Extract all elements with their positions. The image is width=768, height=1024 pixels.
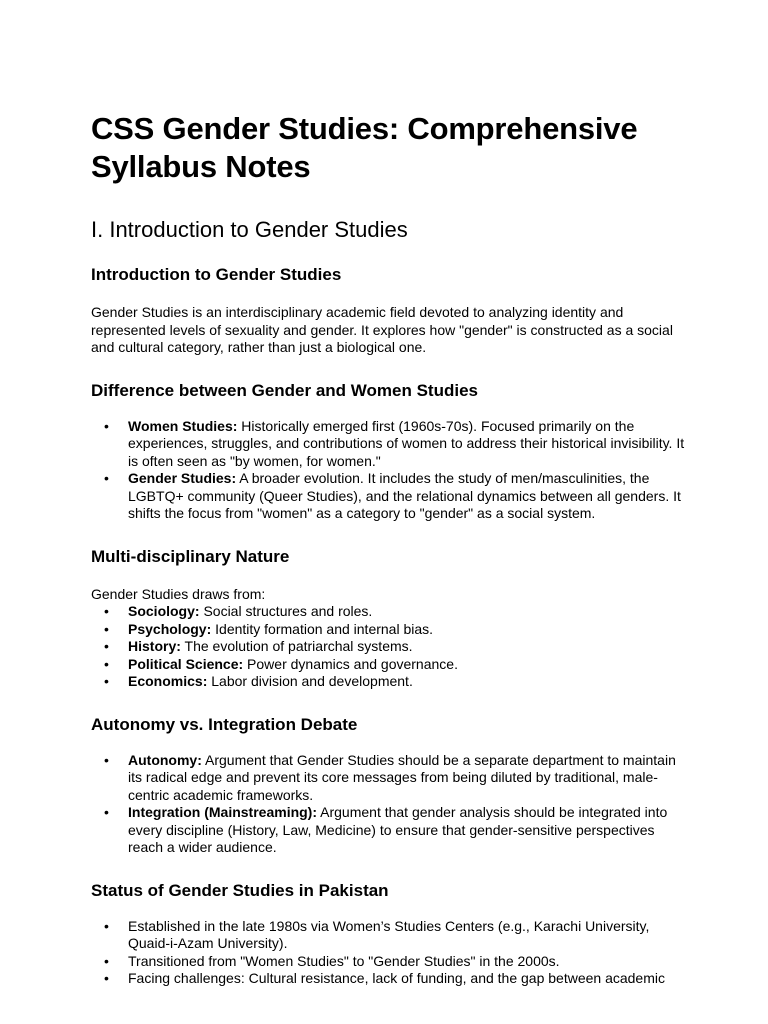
list-item: • Established in the late 1980s via Women’s Studies Centers (e.g., Karachi University, Quaid-i-Azam University). [91, 918, 688, 953]
subsection-heading-introduction: Introduction to Gender Studies [91, 265, 342, 284]
subsection-heading-pakistan: Status of Gender Studies in Pakistan [91, 880, 389, 900]
list-item-term: History: [128, 638, 181, 654]
section-heading-introduction: I. Introduction to Gender Studies [91, 217, 408, 242]
list-item-term: Economics: [128, 673, 208, 689]
list-item-text: Labor division and development. [207, 673, 413, 689]
list-item-text: The evolution of patriarchal systems. [180, 638, 413, 654]
list-item-term: Political Science: [128, 655, 244, 672]
list-item-text: Argument that Gender Studies should be a separate department to maintain its radical edge and prevent its core messages from being diluted by traditional, male-centric academic frameworks. [128, 751, 676, 803]
list-item-text: A broader evolution. It includes the study of men/masculinities, the LGBTQ+ community (Queer Studies), and the relational dynamics between all genders. It shifts the focus from "women" as a category to "gender" as a social system. [128, 470, 681, 521]
list-item [91, 752, 688, 805]
list-item-term: Integration (Mainstreaming): [128, 804, 318, 820]
list-item [91, 673, 688, 691]
pakistan-list [91, 918, 688, 988]
list-item-text: Social structures and roles. [199, 603, 373, 619]
difference-list [91, 418, 688, 523]
subsection-heading-autonomy: Autonomy vs. Integration Debate [91, 714, 358, 734]
list-item-text: Historically emerged first (1960s-70s). Focused primarily on the experiences, struggles, and contributions of women to address their historical invisibility. It is often seen as "by women, for women." [128, 417, 685, 469]
introduction-paragraph: Gender Studies is an interdisciplinary academic field devoted to analyzing identity and represented levels of sexuality and gender. It explores how "gender" is constructed as a social and cultural category, rather than just a biological one. [91, 304, 673, 355]
list-item-text: Power dynamics and governance. [243, 655, 458, 672]
discipline-list [91, 603, 688, 691]
document-title: CSS Gender Studies: Comprehensive Syllabus Notes [91, 111, 638, 184]
list-item [91, 638, 688, 656]
autonomy-list [91, 752, 688, 857]
list-item-term: Sociology: [128, 603, 200, 619]
multidisciplinary-lead: Gender Studies draws from: [91, 585, 266, 602]
list-item-text: Argument that gender analysis should be integrated into every discipline (History, Law, Medicine) to ensure that gender-sensitive perspectives reach a wider audience. [128, 804, 668, 855]
list-item [91, 804, 688, 857]
list-item: • Facing challenges: Cultural resistance, lack of funding, and the gap between academic [91, 970, 688, 988]
list-item-text: Identity formation and internal bias. [211, 620, 434, 637]
list-item [91, 603, 688, 621]
list-item [91, 418, 688, 471]
list-item-term: Gender Studies: [128, 470, 237, 486]
list-item [91, 470, 688, 523]
list-item [91, 621, 688, 639]
list-item [91, 656, 688, 674]
list-item-term: Psychology: [128, 620, 212, 637]
list-item: • Transitioned from "Women Studies" to "Gender Studies" in the 2000s. [91, 953, 688, 971]
subsection-heading-multidisciplinary: Multi-disciplinary Nature [91, 546, 290, 566]
subsection-heading-difference: Difference between Gender and Women Studies [91, 380, 478, 400]
list-item-term: Women Studies: [128, 417, 238, 434]
list-item-term: Autonomy: [128, 751, 202, 768]
